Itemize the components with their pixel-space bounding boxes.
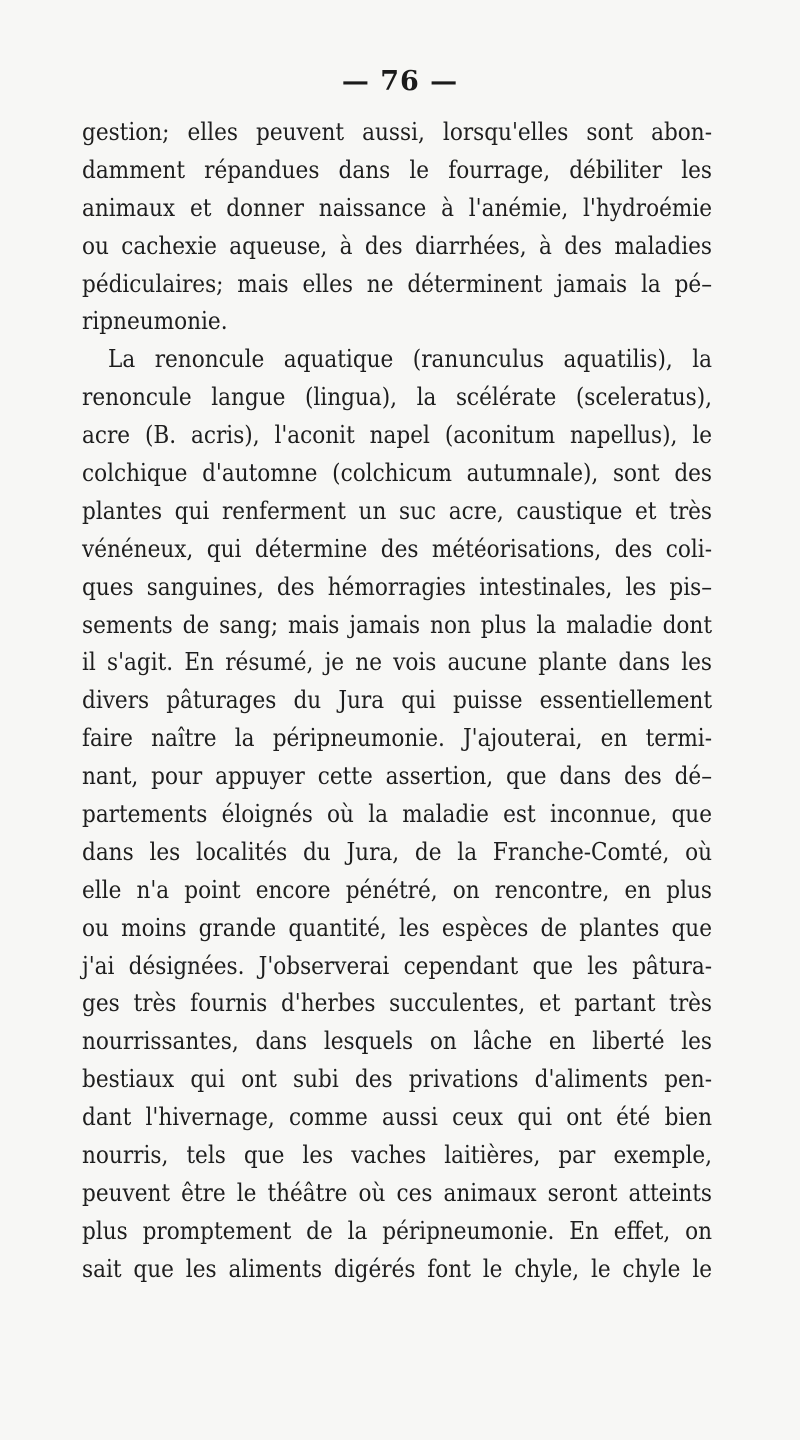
text-line: acre (B. acris), l'aconit napel (aconitum napellus), le [82, 421, 712, 450]
text-line: dans les localités du Jura, de la Franche-Comté, où [82, 837, 712, 866]
text-line: nourris, tels que les vaches laitières, par exemple, [82, 1141, 712, 1170]
text-line: ou moins grande quantité, les espèces de plantes que [82, 913, 712, 942]
text-line: animaux et donner naissance à l'anémie, l'hydroémie [82, 193, 712, 222]
body-text [82, 114, 712, 1289]
text-line: ges très fournis d'herbes succulentes, et partant très [82, 989, 712, 1018]
text-line: pédiculaires; mais elles ne déterminent jamais la pé– [82, 269, 712, 298]
text-line: sait que les aliments digérés font le chyle, le chyle le [82, 1254, 712, 1283]
text-line: dant l'hivernage, comme aussi ceux qui ont été bien [82, 1103, 712, 1132]
text-line: plantes qui renferment un suc acre, caustique et très [82, 496, 712, 525]
text-line: ques sanguines, des hémorragies intestinales, les pis– [82, 572, 712, 601]
text-line: j'ai désignées. J'observerai cependant que les pâtura- [82, 951, 712, 980]
text-line: bestiaux qui ont subi des privations d'aliments pen- [82, 1065, 712, 1094]
text-line: plus promptement de la péripneumonie. En effet, on [82, 1216, 712, 1245]
text-line: renoncule langue (lingua), la scélérate (sceleratus), [82, 383, 712, 412]
text-line: peuvent être le théâtre où ces animaux seront atteints [82, 1178, 712, 1207]
text-line: partements éloignés où la maladie est inconnue, que [82, 800, 712, 829]
text-line: faire naître la péripneumonie. J'ajouterai, en termi- [82, 724, 712, 753]
text-line: sements de sang; mais jamais non plus la maladie dont [82, 610, 712, 639]
text-line: gestion; elles peuvent aussi, lorsqu'elles sont abon- [82, 118, 712, 146]
text-line: nant, pour appuyer cette assertion, que dans des dé– [82, 762, 712, 791]
text-line: vénéneux, qui détermine des météorisations, des coli- [82, 534, 712, 563]
text-line: La renoncule aquatique (ranunculus aquatilis), la [108, 345, 712, 374]
text-line: nourrissantes, dans lesquels on lâche en liberté les [82, 1027, 712, 1056]
text-line: il s'agit. En résumé, je ne vois aucune plante dans les [82, 648, 712, 677]
text-line: elle n'a point encore pénétré, on rencontre, en plus [82, 875, 712, 904]
text-line: divers pâturages du Jura qui puisse essentiellement [82, 686, 712, 715]
text-line: colchique d'automne (colchicum autumnale), sont des [82, 459, 712, 488]
page-number: — 76 — [341, 66, 459, 97]
text-line: ou cachexie aqueuse, à des diarrhées, à des maladies [82, 231, 712, 260]
text-line: damment répandues dans le fourrage, débiliter les [82, 155, 712, 184]
text-line: ripneumonie. [82, 307, 228, 336]
